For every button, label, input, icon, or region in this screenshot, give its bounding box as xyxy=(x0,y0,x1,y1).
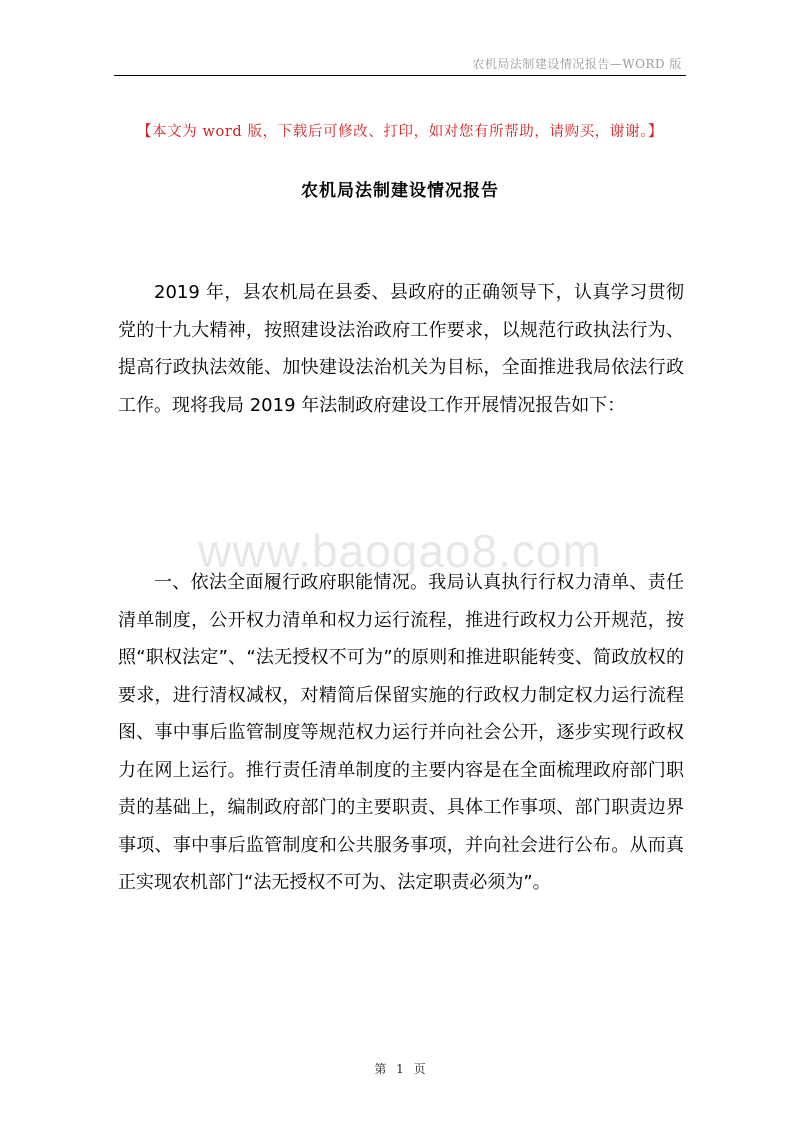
running-header: 农机局法制建设情况报告—WORD 版 xyxy=(472,57,682,71)
page-footer xyxy=(0,1060,800,1077)
document-title: 农机局法制建设情况报告 xyxy=(301,181,499,201)
watermark: www.baogao8.com xyxy=(198,525,602,577)
footer-suffix: 页 xyxy=(413,1062,426,1076)
header-divider xyxy=(114,75,686,76)
intro-paragraph: 2019 年，县农机局在县委、县政府的正确领导下，认真学习贯彻党的十九大精神，按照建设法治政府工作要求，以规范行政执法行为、提高行政执法效能、加快建设法治机关为目标，全面推进我局依法行政工作。现将我局 2019 年法制政府建设工作开展情况报告如下： xyxy=(118,282,684,416)
page-number: 1 xyxy=(396,1062,404,1076)
purchase-notice: 【本文为 word 版，下载后可修改、打印，如对您有所帮助，请购买，谢谢。】 xyxy=(136,124,664,140)
section1-paragraph: 一、依法全面履行政府职能情况。我局认真执行行权力清单、责任清单制度，公开权力清单和权力运行流程，推进行政权力公开规范，按照“职权法定”、“法无授权不可为”的原则和推进职能转变、简政放权的要求，进行清权减权，对精简后保留实施的行政权力制定权力运行流程图、事中事后监管制度等规范权力运行并向社会公开，逐步实现行政权力在网上运行。推行责任清单制度的主要内容是在全面梳理政府部门职责的基础上，编制政府部门的主要职责、具体工作事项、部门职责边界事项、事中事后监管制度和公共服务事项，并向社会进行公布。从而真正实现农机部门“法无授权不可为、法定职责必须为”。 xyxy=(118,572,684,893)
footer-prefix: 第 xyxy=(374,1062,387,1076)
